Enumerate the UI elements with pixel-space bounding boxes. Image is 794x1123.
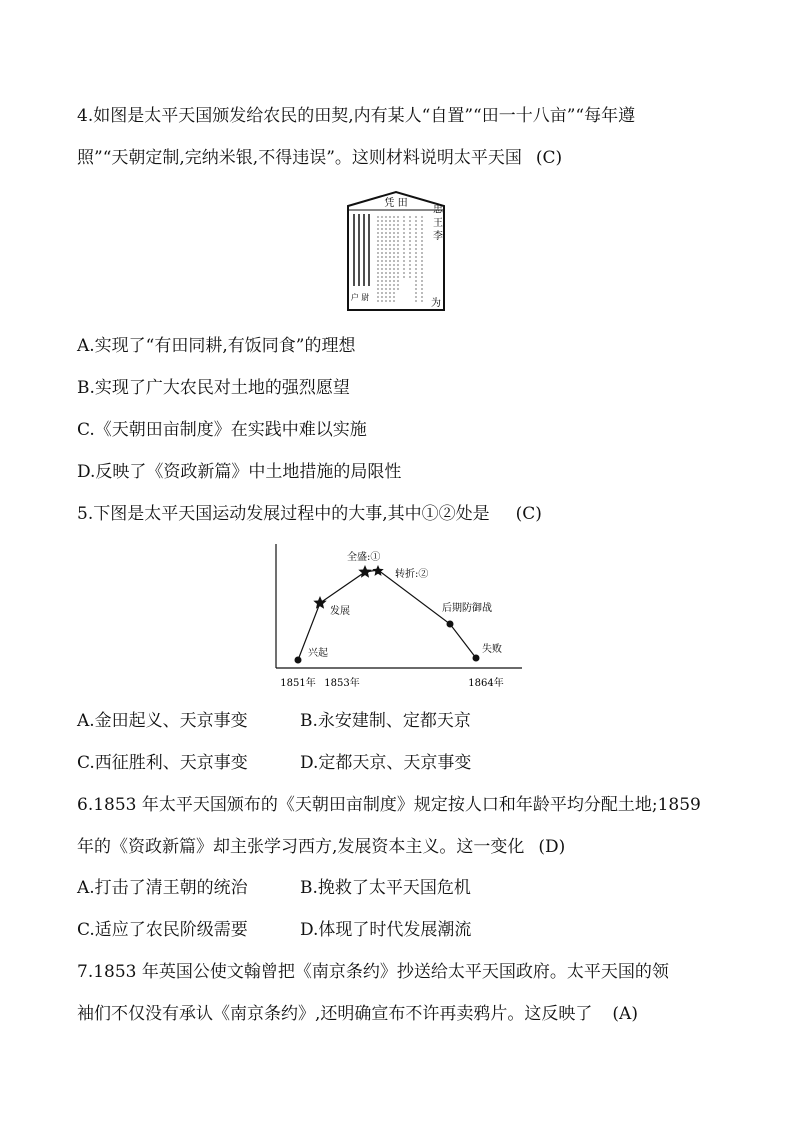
q7-answer: (A) bbox=[612, 1004, 638, 1024]
q4-option-d: D.反映了《资政新篇》中土地措施的局限性 bbox=[77, 462, 402, 482]
q5-options-row1 bbox=[77, 709, 471, 733]
q4-stem-line2 bbox=[77, 146, 562, 170]
q7-stem-text: 袖们不仅没有承认《南京条约》,还明确宣布不许再卖鸦片。这反映了 bbox=[77, 1004, 593, 1024]
timeline-label-1: 发展 bbox=[330, 606, 350, 617]
q6-option-b: B.挽救了太平天国危机 bbox=[300, 878, 471, 898]
deed-right-bottom: 为 bbox=[431, 298, 441, 309]
q4-option-a: A.实现了“有田同耕,有饭同食”的理想 bbox=[77, 336, 356, 356]
timeline-label-3: 转折:② bbox=[395, 569, 429, 580]
x-tick-1853: 1853年 bbox=[324, 678, 360, 689]
deed-left-bottom: 户 尉 bbox=[350, 293, 370, 302]
q4-option-b: B.实现了广大农民对土地的强烈愿望 bbox=[77, 378, 350, 398]
q5-stem bbox=[77, 502, 542, 526]
timeline-point-5 bbox=[473, 655, 480, 662]
timeline-point-1 bbox=[313, 596, 326, 609]
q5-option-d: D.定都天京、天京事变 bbox=[300, 753, 472, 773]
q4-stem-text: 照”“天朝定制,完纳米银,不得违误”。这则材料说明太平天国 bbox=[77, 148, 522, 168]
q7-stem-line2 bbox=[77, 1002, 638, 1026]
deed-header: 凭 田 bbox=[384, 198, 408, 209]
q6-option-a: A.打击了清王朝的统治 bbox=[77, 878, 248, 898]
x-tick-1851: 1851年 bbox=[280, 678, 316, 689]
q6-option-d: D.体现了时代发展潮流 bbox=[300, 920, 472, 940]
q6-stem-line1: 6.1853 年太平天国颁布的《天朝田亩制度》规定按人口和年龄平均分配土地;1859 bbox=[77, 795, 701, 815]
q5-stem-text: 5.下图是太平天国运动发展过程中的大事,其中①②处是 bbox=[77, 504, 490, 524]
x-tick-1864: 1864年 bbox=[468, 678, 504, 689]
q7-stem-line1: 7.1853 年英国公使文翰曾把《南京条约》抄送给太平天国政府。太平天国的领 bbox=[77, 962, 669, 982]
q4-answer: (C) bbox=[535, 148, 563, 168]
timeline-chart bbox=[260, 540, 530, 690]
q5-options-row2 bbox=[77, 751, 472, 775]
q6-answer: (D) bbox=[538, 837, 566, 857]
timeline-label-2: 全盛:① bbox=[347, 552, 381, 563]
q6-options-row2 bbox=[77, 918, 472, 942]
q5-option-a: A.金田起义、天京事变 bbox=[77, 711, 248, 731]
trend-line bbox=[298, 570, 476, 660]
timeline-point-0 bbox=[295, 657, 302, 664]
timeline-label-4: 后期防御战 bbox=[442, 603, 492, 614]
timeline-point-4 bbox=[447, 621, 454, 628]
q5-option-c: C.西征胜利、天京事变 bbox=[77, 753, 248, 773]
q4-option-c: C.《天朝田亩制度》在实践中难以实施 bbox=[77, 420, 367, 440]
q6-option-c: C.适应了农民阶级需要 bbox=[77, 920, 248, 940]
q6-options-row1 bbox=[77, 876, 471, 900]
q6-stem-text: 年的《资政新篇》却主张学习西方,发展资本主义。这一变化 bbox=[77, 837, 525, 857]
timeline-label-5: 失败 bbox=[482, 644, 502, 655]
timeline-point-3 bbox=[372, 565, 383, 576]
q5-option-b: B.永安建制、定都天京 bbox=[300, 711, 471, 731]
land-deed-image bbox=[340, 190, 452, 312]
deed-right-title: 忠 王 李 bbox=[430, 203, 442, 241]
q4-stem-line1: 4.如图是太平天国颁发给农民的田契,内有某人“自置”“田一十八亩”“每年遵 bbox=[77, 106, 636, 126]
q5-answer: (C) bbox=[515, 504, 542, 524]
timeline-label-0: 兴起 bbox=[308, 648, 328, 659]
q6-stem-line2 bbox=[77, 835, 565, 859]
